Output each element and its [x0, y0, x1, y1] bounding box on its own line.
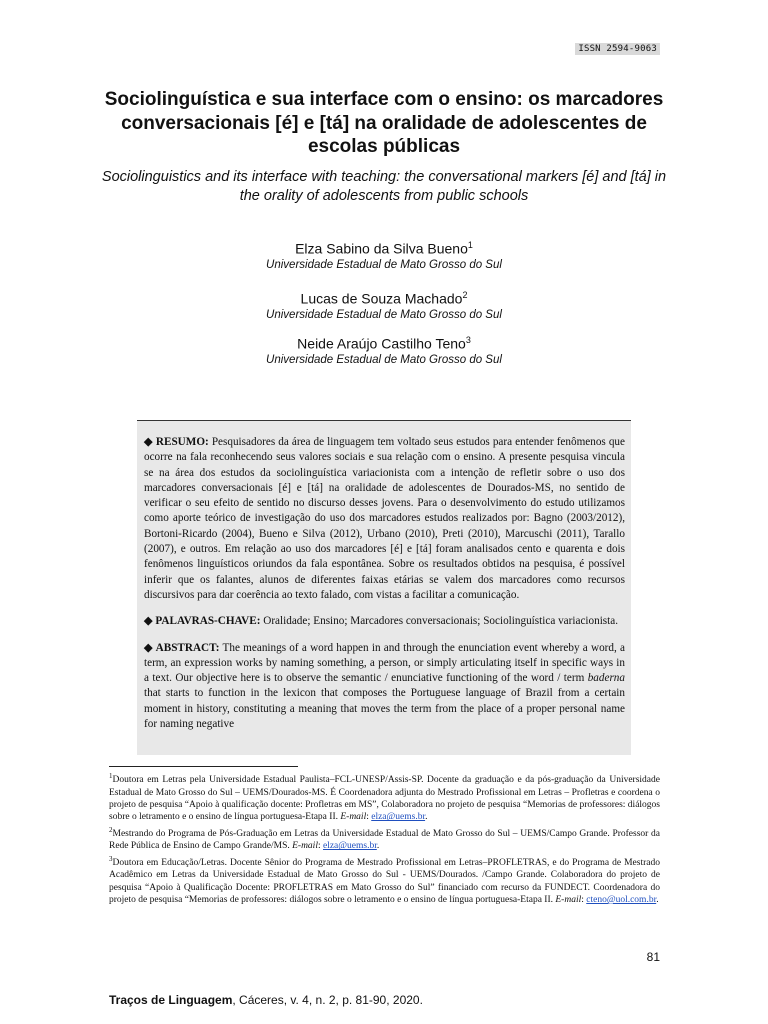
footnote: $^3$Doutora em Educação/Letras. Docente Sênior do Programa de Mestrado Profissional em Letras–PROFLETRAS, e do Programa de Mestrado Acadêmico em Letras da Universidade Estadual de Mato Grosso do Sul - UEMS/Dourados. /Campo Grande. Colaboradora do projeto de pesquisa “Apoio à Qualificação Docente: PROFLETRAS em Mato Grosso do Sul” financiado com recurso da FUNDECT. Coordenadora do projeto de pesquisa “Memorias de professores: diálogos sobre o letramento e o ensino de língua portuguesa-Etapa II. E-mail: cteno@uol.com.br.	[109, 854, 660, 906]
abstract-text: that starts to function in the lexicon that composes the Portuguese language of Brazil from a certain moment in history, constituting a meaning that moves the term from the place of a proper personal name for naming negative	[144, 687, 625, 731]
abstract-paragraph	[144, 641, 625, 733]
footnote-divider	[109, 766, 298, 767]
journal-citation	[109, 993, 423, 1007]
email-label: E-mail	[555, 895, 582, 906]
page-number: 81	[646, 950, 660, 964]
author-institution: Universidade Estadual de Mato Grosso do Sul	[266, 308, 502, 321]
abstract-term: baderna	[587, 672, 625, 685]
abstract-label: ◆ ABSTRACT:	[144, 641, 220, 654]
email-link[interactable]: elza@uems.br	[371, 812, 426, 823]
abstract-text: The meanings of a word happen in and through the enunciation event whereby a word, a term, an expression works by naming something, a person, or simply articulating itself in specific ways in a text. Our objective here is to observe the semantic / enunciative functioning of the word / term	[144, 641, 625, 685]
footnote-marker[interactable]: 2	[462, 290, 468, 300]
footnote: $^1$Doutora em Letras pela Universidade Estadual Paulista–FCL-UNESP/Assis-SP. Docente da graduação e da pós-graduação da Universidade Estadual de Mato Grosso do Sul – UEMS/Dourados-MS. É Coordenadora adjunta do Mestrado Profissional em Letras – Profletras e coordena o projeto de pesquisa “Apoio à qualificação docente: Profletras em MS”, Colaboradora no projeto de pesquisa “Memorias de professores: diálogos sobre o letramento e o ensino de língua portuguesa-Etapa II. E-mail: elza@uems.br.	[109, 772, 660, 823]
footnote-marker[interactable]: 3	[465, 335, 471, 345]
footnote-end: .	[425, 812, 428, 823]
footnote-marker[interactable]: 1	[467, 240, 473, 250]
author-block	[100, 286, 668, 323]
author-name: Elza Sabino da Silva Bueno$^1$	[295, 240, 473, 257]
email-link[interactable]: cteno@uol.com.br	[586, 895, 657, 906]
footnote-number: 3	[109, 854, 113, 863]
footnotes	[109, 770, 660, 907]
footnote-text: Mestrando do Programa de Pós-Graduação em Letras da Universidade Estadual de Mato Grosso do Sul – UEMS/Campo Grande. Professor da Rede Pública de Ensino de Campo Grande/MS.	[109, 828, 660, 852]
footnote-text: Doutora em Letras pela Universidade Estadual Paulista–FCL-UNESP/Assis-SP. Docente da graduação e da pós-graduação da Universidade Estadual de Mato Grosso do Sul – UEMS/Dourados-MS. É Coordenadora adjunta do Mestrado Profissional em Letras – Profletras e coordena o projeto de pesquisa “Apoio à qualificação docente: Profletras em MS”, Colaboradora no projeto de pesquisa “Memorias de professores: diálogos sobre o letramento e o ensino de língua portuguesa-Etapa II.	[109, 775, 660, 823]
journal-name: Traços de Linguagem	[109, 993, 233, 1007]
footnote-end: .	[376, 841, 380, 852]
footnote-number: 2	[109, 825, 113, 834]
author-institution: Universidade Estadual de Mato Grosso do Sul	[266, 258, 502, 271]
keywords-label: ◆ PALAVRAS-CHAVE:	[144, 615, 261, 628]
journal-details: , Cáceres, v. 4, n. 2, p. 81-90, 2020.	[232, 993, 423, 1007]
footnote: $^2$Mestrando do Programa de Pós-Graduação em Letras da Universidade Estadual de Mato Grosso do Sul – UEMS/Campo Grande. Professor da Rede Pública de Ensino de Campo Grande/MS. E-mail: elza@uems.br.	[109, 825, 660, 852]
keywords-paragraph	[144, 614, 625, 629]
resumo-label: ◆ RESUMO:	[144, 436, 209, 448]
author-block	[100, 236, 668, 273]
email-link[interactable]: elza@uems.br	[322, 841, 377, 852]
footnote-number: 1	[109, 772, 113, 780]
footnote-text: Doutora em Educação/Letras. Docente Sênior do Programa de Mestrado Profissional em Letras–PROFLETRAS, e do Programa de Mestrado Acadêmico em Letras da Universidade Estadual de Mato Grosso do Sul - UEMS/Dourados. /Campo Grande. Colaboradora do projeto de pesquisa “Apoio à Qualificação Docente: PROFLETRAS em Mato Grosso do Sul” financiado com recurso da FUNDECT. Coordenadora do projeto de pesquisa “Memorias de professores: diálogos sobre o letramento e o ensino de língua portuguesa-Etapa II.	[109, 857, 660, 906]
author-block	[100, 331, 668, 368]
article-title: Sociolinguística e sua interface com o ensino: os marcadores conversacionais [é] e [tá] na oralidade de adolescentes de escolas públicas	[104, 89, 664, 157]
author-name: Lucas de Souza Machado$^2$	[300, 290, 468, 307]
footnote-end: .	[656, 895, 659, 906]
email-label: E-mail	[292, 841, 318, 852]
abstract-box	[137, 420, 631, 755]
issn-badge: ISSN 2594-9063	[575, 43, 660, 55]
keywords-text: Oralidade; Ensino; Marcadores conversacionais; Sociolinguística variacionista.	[263, 615, 619, 628]
article-subtitle: Sociolinguistics and its interface with teaching: the conversational markers [é] and [tá] in the orality of adolescents from public schools	[101, 169, 667, 204]
author-name: Neide Araújo Castilho Teno$^3$	[297, 335, 471, 352]
resumo-paragraph	[144, 435, 625, 603]
author-institution: Universidade Estadual de Mato Grosso do Sul	[266, 353, 502, 366]
resumo-text: Pesquisadores da área de linguagem tem voltado seus estudos para entender fenômenos que ocorre na fala reconhecendo seus valores sociais e sua relação com o ensino. A presente pesquisa vincula se na área dos estudos da sociolinguística variacionista com a intenção de refletir sobre o uso dos marcadores conversacionais [é] e [tá] na oralidade de adolescentes de Dourados-MS, no sentido de verificar o seu efeito de sentido no discurso desses jovens. Para o desenvolvimento do estudo utilizamos como aporte teórico de investigação do uso dos marcadores estudos realizados por: Bagno (2003/2012), Bortoni-Ricardo (2004), Bueno e Silva (2012), Urbano (2010), Preti (2010), Marcuschi (2011), Tarallo (2007), e outros. Em relação ao uso dos marcadores [é] e [tá] foram analisados cento e quarenta e dois fenômenos linguísticos oriundos da fala espontânea. Sobre os resultados obtidos na pesquisa, é possível inferir que os falantes, alunos de diferentes faixas etárias se valem dos marcadores como recursos discursivos para dar coerência ao texto falado, com vistas a facilitar a comunicação.	[144, 436, 625, 601]
email-label: E-mail	[340, 812, 367, 823]
